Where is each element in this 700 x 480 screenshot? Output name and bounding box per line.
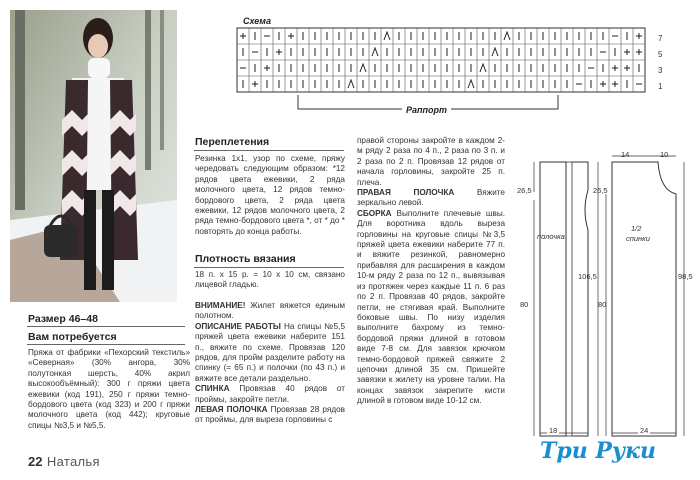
left-front-text: Провязав 28 рядов от проймы, для выреза горловины с <box>195 405 345 425</box>
rapport-label: Раппорт <box>402 105 451 115</box>
work-text <box>195 301 345 426</box>
materials-heading: Вам потребуется <box>28 331 117 343</box>
back-label: СПИНКА <box>195 384 230 394</box>
dim-left-80: 80 <box>520 300 529 309</box>
page-number: 22 <box>28 454 43 469</box>
dim-right-26-5: 26,5 <box>593 186 608 195</box>
patterns-heading: Переплетения <box>195 136 270 148</box>
piece-label-half: 1/2 <box>631 224 642 233</box>
dim-left-26-5: 26,5 <box>517 186 532 195</box>
description-label: ОПИСАНИЕ РАБОТЫ <box>195 321 281 331</box>
divider <box>194 267 344 268</box>
site-logo: Три Руки <box>540 438 656 464</box>
assembly-text: Выполните плечевые швы. Для воротника вдоль выреза горловины на круговые спицы №3,5 пряжей цвета ежевики наберите 77 п. и вяжите резинкой, равномерно прибавляя для расширения в каждом 10-м ряду 2 раза по 12 п., вывязывая из протяжек через каждые 11 п. 6 раз по 2 п. Провязав 40 рядов, закройте петли, не стягивая край. Выполните боковые швы. По низу изделия выполните бахрому из темно-бордовой пряжи длиной в готовом виде 7-8 см. Для завязок крючком темно-бордовой пряжей свяжите 2 цепочки длиной 35 см. Пришейте завязки к жилету на уровне талии. На концах завязок закрепите кисти длиной в готовом виде 10-12 см. <box>357 208 505 406</box>
dim-top-10: 10 <box>660 150 669 159</box>
density-heading: Плотность вязания <box>195 253 296 265</box>
column-three-text <box>357 136 505 407</box>
attention-text: Жилет вяжется единым полотном. <box>195 301 345 321</box>
left-front-continued: правой стороны закройте в каждом 2-м ряду 2 раза по 4 п., 2 раза по 3 п. и 2 раза по 2 п. Провязав 12 рядов от начала горловины, закройте 25 п. плеча. <box>357 136 505 187</box>
row-label-3: 3 <box>658 66 663 75</box>
row-label-1: 1 <box>658 82 663 91</box>
dim-right-80: 80 <box>598 300 607 309</box>
divider <box>27 344 185 345</box>
right-front-label: ПРАВАЯ ПОЛОЧКА <box>357 188 455 198</box>
materials-text: Пряжа от фабрики «Пехорский текстиль» «Северная» (30% ангора, 30% полутонкая шерсть, 40% акрил высокообъёмный): 300 г пряжи цвета ежевики (код 191), 250 г пряжи темно-бордового цвета (код 323) и 200 г пряжи молочного цвета (код 442); круговые спицы №3,5 и №5,5. <box>28 348 190 430</box>
piece-label-back: спинки <box>626 234 650 243</box>
magazine-brand: Наталья <box>46 454 100 469</box>
patterns-text: Резинка 1х1, узор по схеме, пряжу чередовать следующим образом: *12 рядов цвета ежевики, 2 ряда молочного цвета, 12 рядов темно-бордового цвета, 2 ряда цвета ежевики, 12 рядов молочного цвета, 2 ряда темно-бордового цвета *, от * до * повторять до конца работы. <box>195 154 345 236</box>
right-front-text: Вяжите зеркально левой. <box>357 188 505 208</box>
model-photo <box>10 10 177 302</box>
dim-bottom-18: 18 <box>549 426 558 435</box>
description-text: На спицы №5,5 пряжей цвета ежевики наберите 151 п., вяжите по схеме. Провязав 120 рядов, для пройм разделите работу на спинку (= 65 п.) и полочки (по 43 п.) и вяжите все детали раздельно. <box>195 321 345 383</box>
divider <box>27 326 185 327</box>
size-label: Размер 46–48 <box>28 313 98 325</box>
row-label-5: 5 <box>658 50 663 59</box>
assembly-label: СБОРКА <box>357 208 392 218</box>
page-footer <box>28 453 100 471</box>
row-label-7: 7 <box>658 34 663 43</box>
schema-title: Схема <box>243 16 271 26</box>
back-text: Провязав 40 рядов от проймы, закройте петли. <box>195 384 345 404</box>
left-front-label: ЛЕВАЯ ПОЛОЧКА <box>195 405 268 415</box>
divider <box>194 150 344 151</box>
dim-bottom-24: 24 <box>640 426 649 435</box>
dim-right-98-5: 98,5 <box>678 272 693 281</box>
density-text: 18 п. х 15 р. = 10 х 10 см, связано лицевой гладью. <box>195 270 345 290</box>
dim-top-14: 14 <box>621 150 630 159</box>
attention-label: ВНИМАНИЕ! <box>195 301 246 310</box>
dim-mid-106-5: 106,5 <box>578 272 597 281</box>
piece-label-front: полочка <box>537 232 565 241</box>
